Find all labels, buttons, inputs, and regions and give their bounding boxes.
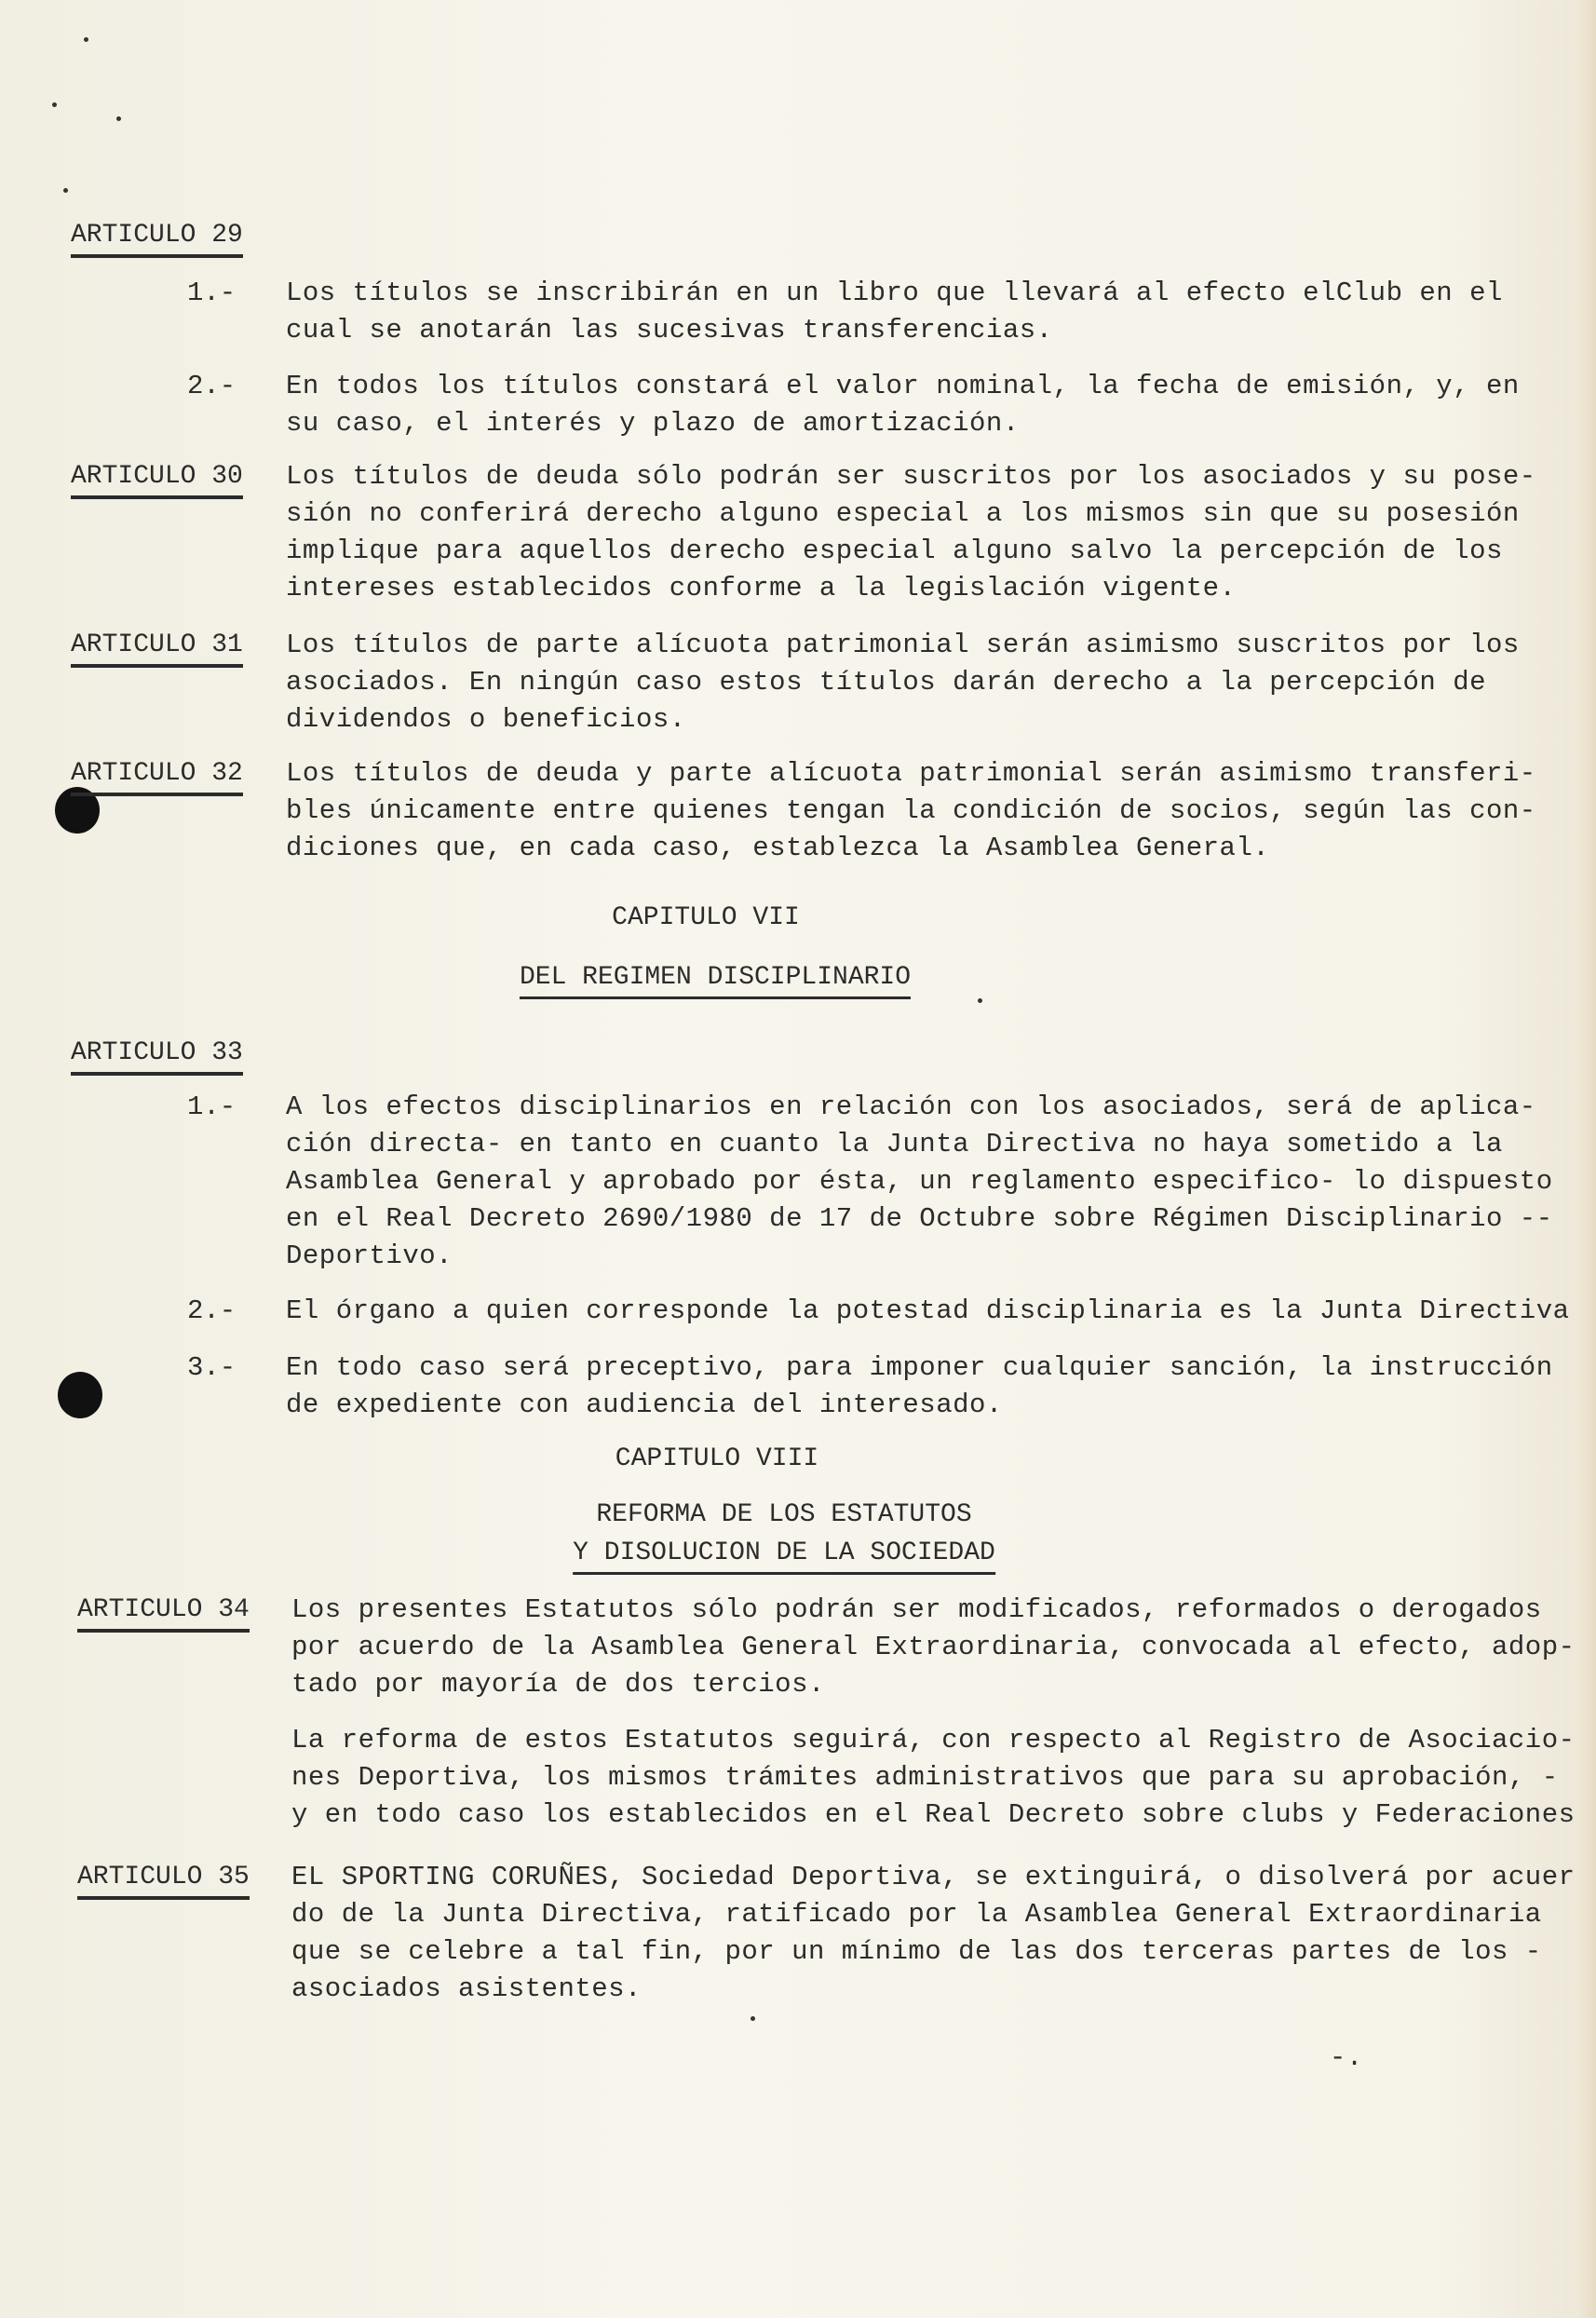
paragraph-line: Los títulos se inscribirán en un libro que llevará al efecto elClub en el — [286, 278, 1503, 308]
paragraph-line: do de la Junta Directiva, ratificado por la Asamblea General Extraordinaria — [291, 1899, 1542, 1930]
article-heading: ARTICULO 35 — [77, 1859, 250, 1900]
paragraph-line: EL SPORTING CORUÑES, Sociedad Deportiva, se extinguirá, o disolverá por acuer — [291, 1862, 1576, 1892]
speck — [751, 2016, 755, 2021]
speck — [978, 998, 982, 1003]
paragraph-line: En todo caso será preceptivo, para imponer cualquier sanción, la instrucción — [286, 1352, 1553, 1383]
speck — [52, 102, 57, 107]
paragraph-line: en el Real Decreto 2690/1980 de 17 de Octubre sobre Régimen Disciplinario -- — [286, 1203, 1553, 1234]
item-number: 3.- — [187, 1352, 237, 1383]
paragraph-line: de expediente con audiencia del interesado. — [286, 1389, 1003, 1420]
item-number: 1.- — [187, 1091, 237, 1122]
paragraph-line: nes Deportiva, los mismos trámites administrativos que para su aprobación, - — [291, 1762, 1559, 1793]
paragraph-line: tado por mayoría de dos tercios. — [291, 1669, 825, 1700]
paragraph-line: Los títulos de parte alícuota patrimonial serán asimismo suscritos por los — [286, 630, 1520, 660]
article-heading: ARTICULO 32 — [71, 755, 243, 796]
paragraph-line: dividendos o beneficios. — [286, 704, 686, 735]
paragraph-line: Los títulos de deuda sólo podrán ser suscritos por los asociados y su pose- — [286, 461, 1536, 492]
end-mark: -. — [1330, 2042, 1363, 2073]
paragraph-line: por acuerdo de la Asamblea General Extraordinaria, convocada al efecto, adop- — [291, 1632, 1576, 1662]
paragraph-line: diciones que, en cada caso, establezca la Asamblea General. — [286, 833, 1270, 863]
section-heading: CAPITULO VIII — [615, 1444, 819, 1473]
article-heading: ARTICULO 33 — [71, 1035, 243, 1076]
paragraph-line: implique para aquellos derecho especial alguno salvo la percepción de los — [286, 535, 1503, 566]
article-heading: ARTICULO 31 — [71, 627, 243, 668]
paragraph-line: Asamblea General y aprobado por ésta, un reglamento especifico- lo dispuesto — [286, 1166, 1553, 1197]
section-heading: DEL REGIMEN DISCIPLINARIO — [520, 959, 911, 999]
paragraph-line: En todos los títulos constará el valor nominal, la fecha de emisión, y, en — [286, 371, 1520, 401]
paragraph-line: que se celebre a tal fin, por un mínimo de las dos terceras partes de los - — [291, 1936, 1542, 1967]
article-heading: ARTICULO 29 — [71, 217, 243, 258]
paragraph-line: Los títulos de deuda y parte alícuota patrimonial serán asimismo transferi- — [286, 758, 1536, 789]
paragraph-line: Deportivo. — [286, 1240, 453, 1271]
paragraph-line: su caso, el interés y plazo de amortización. — [286, 408, 1020, 439]
punch-hole — [58, 1372, 102, 1418]
paragraph-line: sión no conferirá derecho alguno especial a los mismos sin que su posesión — [286, 498, 1520, 529]
section-heading: REFORMA DE LOS ESTATUTOS — [596, 1500, 972, 1529]
speck — [84, 37, 88, 42]
paper-edge — [1576, 0, 1596, 2318]
section-heading: Y DISOLUCION DE LA SOCIEDAD — [573, 1535, 995, 1575]
section-heading: CAPITULO VII — [612, 903, 800, 932]
speck — [116, 116, 121, 121]
paragraph-line: ción directa- en tanto en cuanto la Junta Directiva no haya sometido a la — [286, 1129, 1503, 1159]
paragraph-line: intereses establecidos conforme a la legislación vigente. — [286, 573, 1237, 603]
paragraph-line: y en todo caso los establecidos en el Real Decreto sobre clubs y Federaciones — [291, 1799, 1576, 1830]
speck — [63, 188, 68, 193]
item-number: 2.- — [187, 1295, 237, 1326]
article-heading: ARTICULO 30 — [71, 458, 243, 499]
paragraph-line: asociados. En ningún caso estos títulos darán derecho a la percepción de — [286, 667, 1487, 698]
paragraph-line: cual se anotarán las sucesivas transferencias. — [286, 315, 1053, 346]
paragraph-line: bles únicamente entre quienes tengan la condición de socios, según las con- — [286, 795, 1536, 826]
paragraph-line: La reforma de estos Estatutos seguirá, con respecto al Registro de Asociacio- — [291, 1725, 1576, 1755]
paragraph-line: asociados asistentes. — [291, 1973, 642, 2004]
paragraph-line: El órgano a quien corresponde la potestad disciplinaria es la Junta Directiva — [286, 1295, 1570, 1326]
article-heading: ARTICULO 34 — [77, 1592, 250, 1633]
paragraph-line: A los efectos disciplinarios en relación con los asociados, será de aplica- — [286, 1091, 1536, 1122]
item-number: 1.- — [187, 278, 237, 308]
paragraph-line: Los presentes Estatutos sólo podrán ser modificados, reformados o derogados — [291, 1594, 1542, 1625]
item-number: 2.- — [187, 371, 237, 401]
